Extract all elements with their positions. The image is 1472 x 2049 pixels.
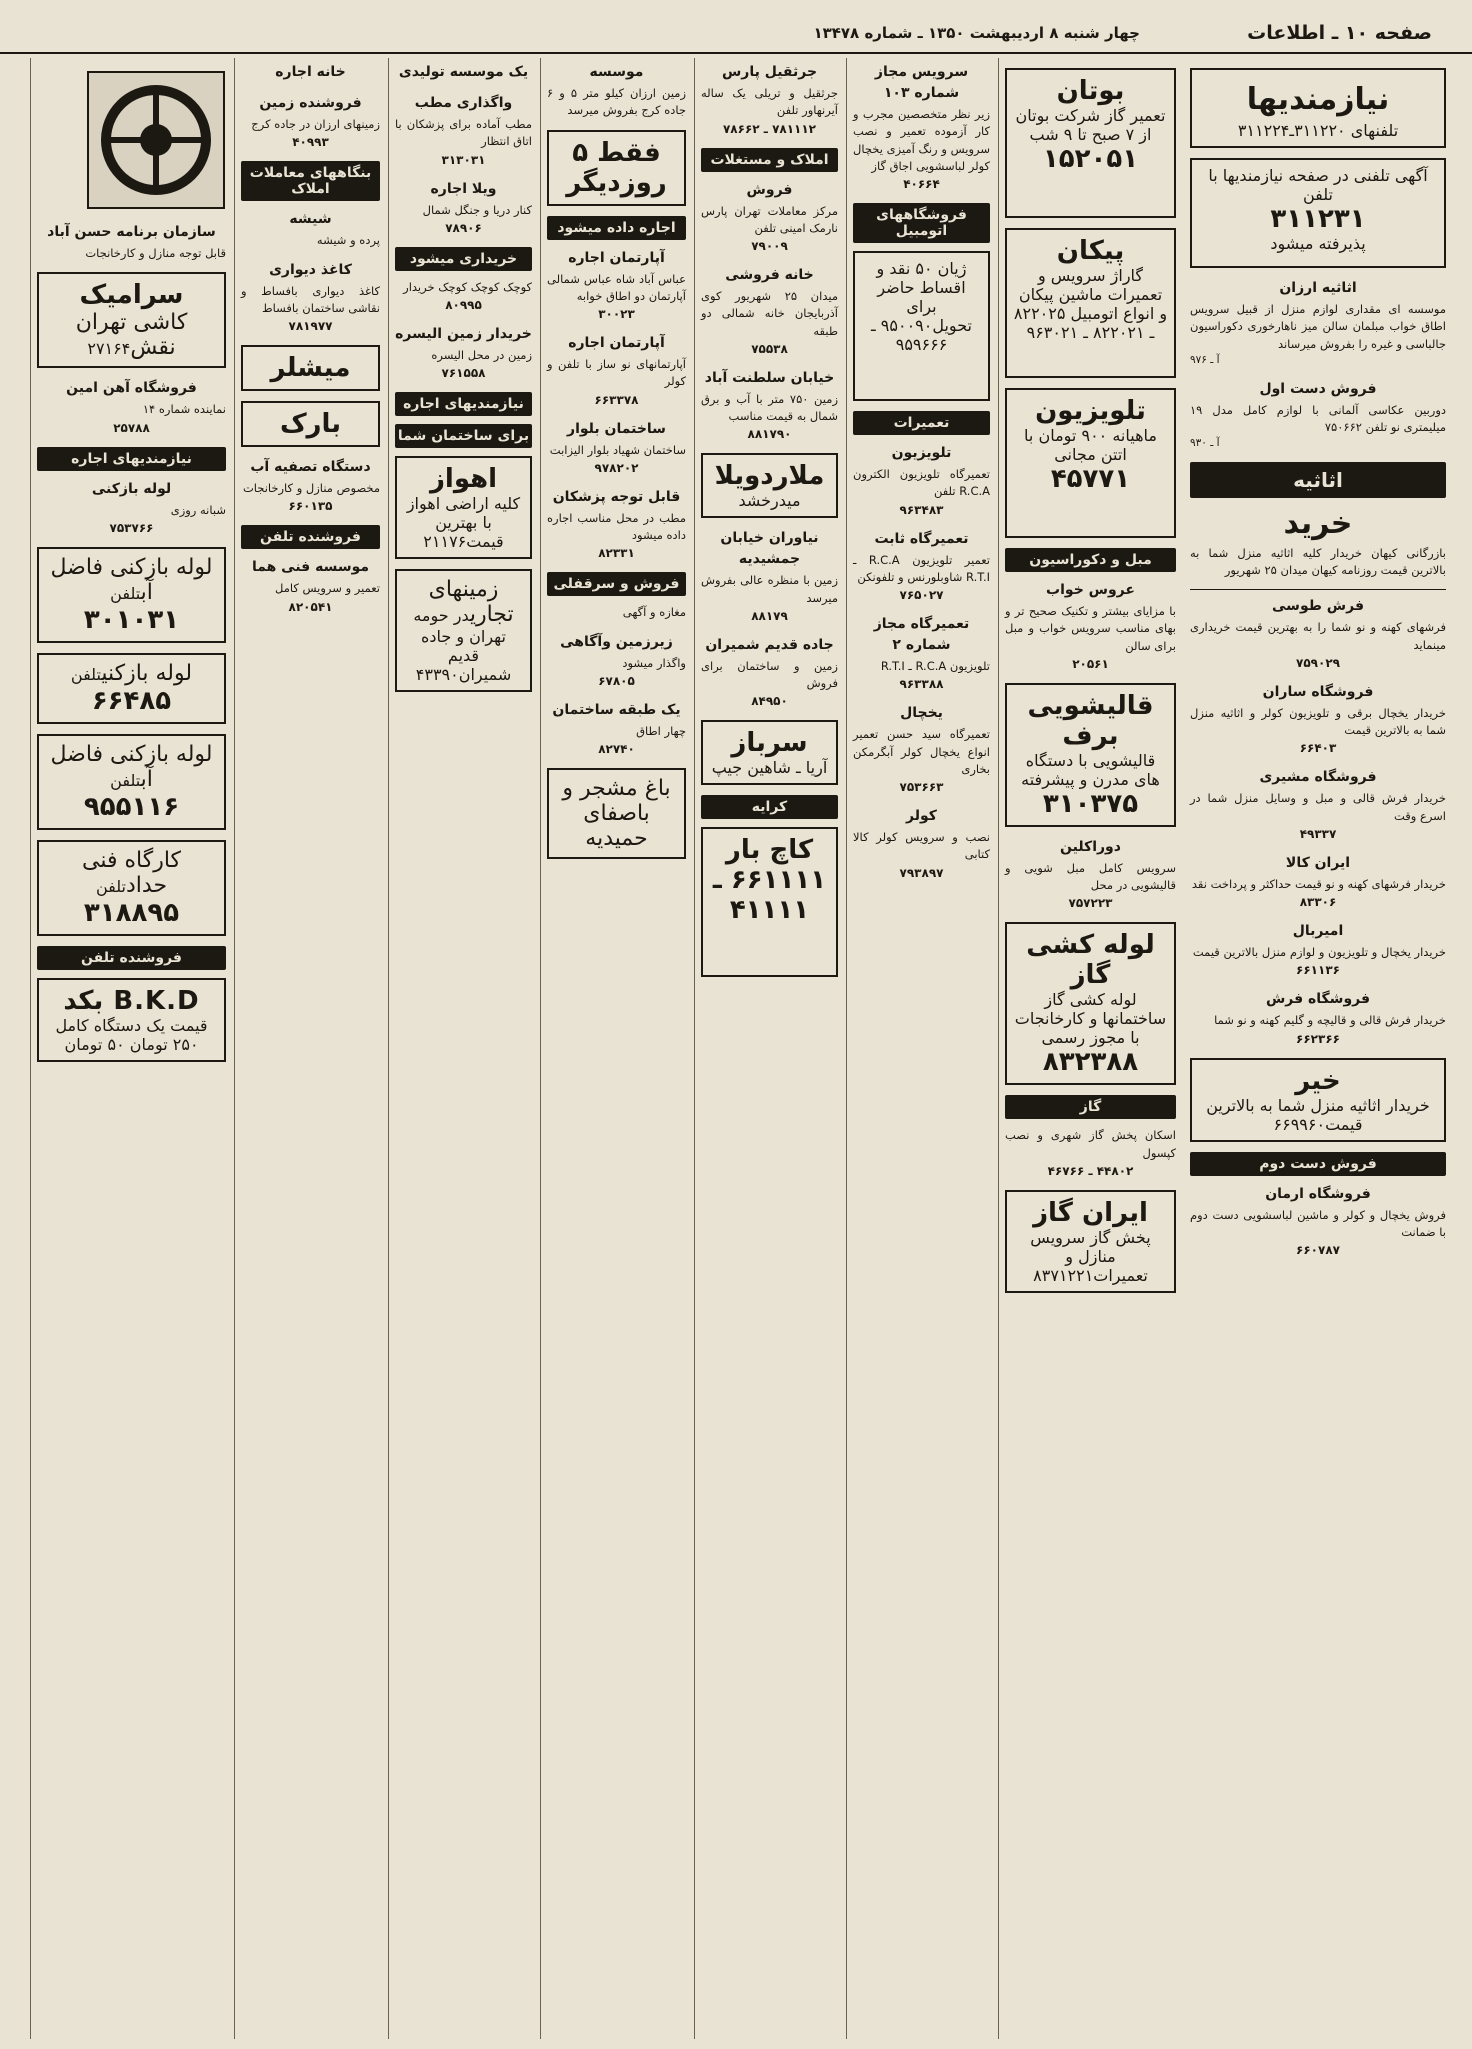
ad-block <box>701 62 838 138</box>
ad-heading: دستگاه تصفیه آب <box>250 459 371 475</box>
ad-heading: B.K.D بکد <box>63 985 200 1016</box>
ad-heading: تعمیرگاه ثابت <box>874 530 969 547</box>
ad-phone: ۷۶۵۰۲۷ <box>899 588 944 602</box>
ad-heading: خیابان سلطنت آباد <box>704 369 835 386</box>
ad-text: مرکز معاملات تهران پارس نارمک امینی تلفن <box>701 203 838 235</box>
ad-text: زمین ارزان کیلو متر ۵ و ۶ جاده کرج بفروش میرسد <box>547 86 686 118</box>
section-bar-furniture-deco: مبل و دکوراسیون <box>1005 548 1176 572</box>
ad-heading: نیاوران خیابان جمشیدیه <box>720 530 819 568</box>
ad-text: زمینهای ارزان در جاده کرج <box>251 117 380 131</box>
ad-phone: ۶۶۰۷۸۷ <box>1296 1243 1340 1257</box>
ad-phone: ۸۲۷۴۰ <box>598 742 635 756</box>
ad-block <box>701 368 838 444</box>
ad-phone: ۸۰۹۹۵ <box>445 298 482 312</box>
page-header <box>0 18 1472 54</box>
ad-phone: ۴۳۳۹۰ <box>415 665 459 685</box>
ad-heading: خیر <box>1295 1065 1341 1096</box>
ad-phone: ۴۰۹۹۳ <box>292 135 329 150</box>
five-days-ad <box>547 130 686 206</box>
peycan-phones: ۸۲۲۰۲۵ ـ ۸۲۲۰۲۱ ـ ۹۶۳۰۲۱ <box>1013 304 1155 342</box>
ad-text: بازرگانی کیهان خریدار کلیه اثاثیه منزل شما به بالاترین قیمت روزنامه کیهان میدان ۲۵ شهریور <box>1190 545 1446 577</box>
ad-text: زمین ۷۵۰ متر با آب و برق شمال به قیمت مناسب <box>701 391 838 423</box>
ad-block <box>395 324 532 382</box>
section-bar-phone-sellers: فروشنده تلفن <box>241 525 380 549</box>
butane-logo: بوتان <box>1056 76 1125 106</box>
ad-block <box>395 93 532 169</box>
wheel-logo-icon <box>86 70 226 210</box>
ad-phone: ۶۶۰۱۳۵ <box>288 499 333 514</box>
ad-heading: خانه اجاره <box>275 64 346 80</box>
ad-block <box>1005 580 1176 673</box>
ad-heading: لوله بازکنی <box>101 660 193 686</box>
ad-block <box>1190 545 1446 580</box>
ad-phone: ۳۰۰۲۳ <box>598 307 635 321</box>
ad-text: دوربین عکاسی آلمانی با لوازم کامل مدل ۱۹ میلیمتری نو تلفن ۷۵۰۶۶۲ <box>1190 402 1446 434</box>
ad-block <box>37 378 226 436</box>
ad-phone: ۸۸۱۷۹ <box>751 608 788 623</box>
ad-heading: دوراکلین <box>1060 838 1121 855</box>
irangas-ad <box>1005 1190 1176 1293</box>
peycan-text: گاراژ سرویس و تعمیرات ماشین پیکان و انواع اتومبیل <box>1018 266 1168 323</box>
section-bar-rental: کرایه <box>701 795 838 819</box>
ad-heading: عروس خواب <box>1046 582 1135 598</box>
ad-block <box>1190 767 1446 843</box>
ad-heading: سرباز <box>731 728 808 759</box>
ad-block <box>241 557 380 615</box>
ad-block <box>1005 1127 1176 1180</box>
ad-text: تعمیر تلویزیون R.C.A ـ R.T.I شاوبلورنس و تلفونکن <box>853 552 991 584</box>
ad-block <box>1190 278 1446 369</box>
ad-heading: فروشنده زمین <box>259 95 362 111</box>
section-bar-used: فروش دست دوم <box>1190 1152 1446 1176</box>
peycan-title: پیکان <box>1056 236 1125 266</box>
ad-heading: فروش <box>746 181 793 198</box>
phone-ad-box <box>1190 158 1446 268</box>
ad-phone: ۶۶۴۸۵ <box>91 685 172 716</box>
ad-text: میدان ۲۵ شهریور کوی آذربایجان خانه شمالی دو طبقه <box>701 289 838 338</box>
ad-block <box>547 333 686 409</box>
ad-text: کاشی تهران نقش <box>75 310 188 361</box>
kach-bar-ad <box>701 827 838 977</box>
ad-text: مخصوص منازل و کارخانجات <box>242 481 380 495</box>
ad-text: تعمیر و سرویس کامل <box>275 581 380 596</box>
ad-phone: ۸۸۱۷۹۰ <box>747 427 792 442</box>
ad-heading: فروشگاه آهن امین <box>66 380 197 397</box>
ad-text: خریدار فرش قالی و قالیچه و گلیم کهنه و نو شما <box>1214 1013 1446 1028</box>
ad-text: تلفن <box>110 770 141 790</box>
ad-heading: سازمان برنامه حسن آباد <box>47 224 216 240</box>
ad-text: خریدار فرش قالی و مبل و وسایل منزل شما در اسرع وقت <box>1190 791 1446 823</box>
ad-heading: فروشگاه ساران <box>1262 683 1374 700</box>
ad-text: ژیان ۵۰ نقد و اقساط حاضر برای تحویل <box>876 259 972 335</box>
kheyr-box <box>1190 1058 1446 1142</box>
ad-phone: ۳۰۱۰۳۱ <box>83 604 180 635</box>
banner-title: نیازمندیها <box>1246 82 1390 117</box>
ad-text: اسکان پخش گاز شهری و نصب کپسول <box>1005 1128 1176 1160</box>
issue-date: چهار شنبه ۸ اردیبهشت ۱۳۵۰ ـ شماره ۱۳۴۷۸ <box>813 24 1140 42</box>
ad-text: قالیشویی با دستگاه های مدرن و پیشرفته <box>1021 750 1160 789</box>
ad-block <box>37 222 226 262</box>
ad-phone: ۷۸۱۹۷۷ <box>288 319 333 333</box>
ad-block <box>701 265 838 358</box>
ad-phone: ۸۴۹۵۰ <box>751 694 788 709</box>
ad-text: فروش یخچال و کولر و ماشین لباسشویی دست دوم با ضمانت <box>1190 1207 1446 1239</box>
buy-title: خرید <box>1283 505 1353 541</box>
ad-phone: ۶۶۲۳۶۶ <box>1296 1031 1340 1046</box>
ad-heading: لوله بازکنی فاضل آب <box>50 554 213 605</box>
ad-block <box>241 260 380 336</box>
ad-text: تلفن <box>95 876 126 896</box>
ad-ref: آ ـ ۹۷۶ <box>1190 353 1220 366</box>
ad-heading: آپارتمان اجاره <box>568 335 665 351</box>
column-6 <box>388 58 538 2039</box>
ad-block <box>241 93 380 151</box>
ad-text: تلویزیون R.C.A ـ R.T.I <box>880 659 990 673</box>
ad-phone: ۷۶۱۵۵۸ <box>441 366 486 381</box>
hamidieh-garden-ad <box>547 768 686 859</box>
tv-title: تلویزیون <box>1035 396 1146 426</box>
ad-text: در حومه تهران و جاده قدیم شمیران <box>413 606 512 685</box>
ad-phone: ۳۱۰۳۷۵ <box>1042 788 1139 819</box>
ad-phone: ۲۱۱۷۶ <box>423 532 467 552</box>
ad-text: خریدار اثاثیه منزل شما به بالاترین قیمت <box>1206 1095 1430 1134</box>
ad-heading: بارک <box>279 409 342 439</box>
ad-text: تلفن <box>70 664 102 684</box>
ad-heading: زمینهای تجاری <box>428 577 514 628</box>
ad-text: با مزایای بیشتر و تکنیک صحیح تر و بهای مناسب سرویس خواب و مبل برای سالن <box>1005 604 1176 653</box>
ad-text: مطب آماده برای پزشکان با اتاق انتظار <box>395 117 532 149</box>
phone-box-number: ۳۱۱۲۳۱ <box>1270 204 1366 234</box>
ad-block <box>1190 682 1446 758</box>
tv-text: ماهیانه ۹۰۰ تومان با اتتن مجانی <box>1024 426 1157 464</box>
ad-phone: ۹۷۸۲۰۲ <box>594 460 639 475</box>
ad-block <box>547 487 686 563</box>
ad-block <box>853 443 990 519</box>
ad-block <box>1190 853 1446 911</box>
ad-block <box>241 457 380 515</box>
ad-text: زمین با منظره عالی بفروش میرسد <box>701 573 838 605</box>
ad-phone: ۶۶۹۹۶۰ <box>1273 1114 1326 1134</box>
ad-heading: خریدار زمین الیسره <box>395 326 532 342</box>
ad-block <box>37 479 226 537</box>
sarbaz-ad <box>701 720 838 785</box>
ad-block <box>853 62 990 193</box>
ad-heading: ایران کالا <box>1285 854 1351 871</box>
ad-phone: ۳۱۸۸۹۵ <box>83 897 180 928</box>
section-bar-real-estate: املاک و مستغلات <box>701 148 838 172</box>
ad-text: پخش گاز سرویس منازل و تعمیرات <box>1030 1227 1151 1285</box>
haddad-workshop-ad <box>37 840 226 936</box>
ad-phone: ۹۶۳۴۸۳ <box>899 502 944 517</box>
ad-heading: واگذاری مطب <box>414 95 513 111</box>
ad-text: قیمت یک دستگاه کامل ۲۵۰ تومان ۵۰ تومان <box>55 1015 208 1054</box>
tv-phone: ۴۵۷۷۱ <box>1050 464 1131 494</box>
ad-phone: ۶۶۳۳۷۸ <box>594 392 639 407</box>
ad-heading: یک طبقه ساختمان <box>552 701 681 718</box>
ad-block <box>853 614 990 693</box>
ad-text: نماینده شماره ۱۴ <box>142 402 226 417</box>
ad-text: آپارتمانهای نو ساز با تلفن و کولر <box>547 357 686 389</box>
ad-heading: آپارتمان اجاره <box>568 249 665 266</box>
ad-heading: خانه فروشی <box>725 267 814 283</box>
ad-heading: زیرزمین وآگاهی <box>560 633 673 650</box>
ad-block <box>395 279 532 314</box>
ad-phone: ۹۵۵۱۱۶ <box>83 791 180 822</box>
ad-heading: تلویزیون <box>891 445 952 461</box>
ad-block <box>547 700 686 758</box>
ad-block <box>547 248 686 324</box>
ad-text: زمین در محل الیسره <box>431 348 532 362</box>
ad-phone: ۸۲۰۵۴۱ <box>288 599 333 614</box>
ad-heading: یک موسسه تولیدی <box>398 64 529 80</box>
ad-text: زمین و ساختمان برای فروش <box>701 658 838 690</box>
phone-box-text: آگهی تلفنی در صفحه نیازمندیها با تلفن <box>1208 166 1428 204</box>
ad-heading: فروشگاه ارمان <box>1265 1185 1371 1202</box>
ad-phone: ۴۰۶۶۴ <box>903 177 940 191</box>
banner-phones: تلفنهای ۳۱۱۲۲۰ـ۳۱۱۲۲۴ <box>1237 121 1399 140</box>
ad-heading: فروشگاه مشیری <box>1259 769 1377 786</box>
ad-heading: فقط ۵ روزدیگر <box>566 137 667 198</box>
ad-heading: کاغذ دیواری <box>269 261 352 278</box>
ad-block <box>241 62 380 83</box>
bkd-ad <box>37 978 226 1062</box>
ad-phone: ۷۸۱۱۱۲ ـ ۷۸۶۶۲ <box>722 121 817 136</box>
ad-phone: ۸۲۳۳۱ <box>598 546 635 561</box>
ad-text: خریدار یخچال برقی و تلویزیون کولر و اثاثیه منزل شما به بالاترین قیمت <box>1190 705 1446 737</box>
ad-phone: ۲۷۱۶۴ <box>87 339 131 359</box>
bark-ad <box>241 401 380 447</box>
ad-text: فرشهای کهنه و نو شما را به بهترین قیمت خریداری مینماید <box>1190 620 1446 652</box>
ad-phone: ۹۵۰۰۹۰ ـ ۹۵۹۶۶۶ <box>871 316 948 354</box>
section-bar-phone-sellers: فروشنده تلفن <box>37 946 226 970</box>
ad-phone: ۷۵۷۲۲۳ <box>1068 896 1113 911</box>
ad-block <box>395 179 532 237</box>
ad-heading: شیشه <box>289 211 332 228</box>
ad-phone: ۴۹۳۳۷ <box>1299 826 1337 841</box>
ad-text: واگذار میشود <box>622 655 686 670</box>
ad-heading: فروش دست اول <box>1259 380 1377 397</box>
ad-phone: ۷۵۳۶۶۳ <box>899 780 944 794</box>
ad-text: میدرخشد <box>738 491 801 511</box>
ad-text: عباس آباد شاه عباس شمالی آپارتمان دو اطاق خوابه <box>547 271 686 303</box>
section-bar-agencies: بنگاههای معاملات املاک <box>241 161 380 201</box>
column-8 <box>30 58 232 2039</box>
ad-text: سرویس کامل مبل شویی و قالیشویی در محل <box>1005 860 1176 892</box>
ad-heading: یخچال <box>900 705 943 722</box>
divider <box>1190 589 1446 590</box>
column-1 <box>1184 58 1452 2039</box>
ad-heading: لوله بازکنی <box>91 480 172 497</box>
ad-heading: موسسه <box>589 64 644 80</box>
section-bar-for-rent: اجاره داده میشود <box>547 216 686 240</box>
column-5 <box>540 58 692 2039</box>
ad-block <box>547 632 686 690</box>
ad-phone: ۷۵۵۳۸ <box>751 341 788 356</box>
section-bar-rent-needs: نیازمندیهای اجاره <box>395 392 532 416</box>
ad-heading: ملاردویلا <box>714 461 825 492</box>
commercial-land-ad <box>395 569 532 692</box>
ad-phone: ۷۵۹۰۲۹ <box>1296 655 1340 670</box>
ad-block <box>1190 989 1446 1047</box>
section-bar-rent-needs: نیازمندیهای اجاره <box>37 447 226 471</box>
ad-block <box>547 419 686 477</box>
ad-phone: ۷۵۳۷۶۶ <box>109 520 154 535</box>
ad-heading: اهواز <box>429 464 498 495</box>
gas-pipe-ad <box>1005 922 1176 1085</box>
ad-phone: ۲۵۷۸۸ <box>113 420 150 435</box>
ad-text: ساختمان شهیاد بلوار الیزابت <box>549 442 686 457</box>
ad-phone: ۴۴۸۰۲ ـ ۴۶۷۶۶ <box>1047 1163 1134 1178</box>
plumbing-ad <box>37 653 226 724</box>
ahvaz-ad <box>395 456 532 559</box>
ad-heading: میشلر <box>270 353 351 383</box>
ad-heading: قابل توجه پزشکان <box>552 488 681 505</box>
ad-phone: ۷۹۰۰۹ <box>751 239 788 253</box>
mallard-villa-ad <box>701 453 838 518</box>
ad-heading: امیربال <box>1292 923 1344 939</box>
ad-text: موسسه ای مقداری لوازم منزل از قبیل سرویس اطاق خواب مبلمان سالن میز ناهارخوری دکوراسیون جالباسی و غیره را بفروش میرساند <box>1190 302 1446 351</box>
ad-phone: ۷۸۹۰۶ <box>445 220 482 235</box>
ad-phone: ۶۶۴۰۳ <box>1299 741 1337 756</box>
ad-phone: ۸۳۲۳۸۸ <box>1042 1047 1139 1078</box>
column-4 <box>694 58 844 2039</box>
ad-block <box>1190 379 1446 452</box>
ad-text: تلفن <box>110 583 141 603</box>
section-bar-repairs: تعمیرات <box>853 411 990 435</box>
ad-text: کلیه اراضی اهواز با بهترین قیمت <box>406 494 521 552</box>
phone-box-note: پذیرفته میشود <box>1270 234 1366 253</box>
ad-heading: جاده قدیم شمیران <box>705 636 834 653</box>
ad-text: چهار اطاق <box>636 723 686 738</box>
ad-text: مغازه و آگهی <box>622 605 686 620</box>
ad-heading: تعمیرگاه مجاز شماره ۲ <box>873 616 970 653</box>
ad-block <box>1005 837 1176 913</box>
ad-block <box>853 703 990 796</box>
ad-block <box>241 209 380 249</box>
ad-heading: فرش طوسی <box>1272 598 1364 615</box>
ad-phone: ۸۳۳۰۶ <box>1299 895 1337 909</box>
ad-heading: کولر <box>906 808 937 824</box>
ad-text: تعمیرگاه تلویزیون الکترون R.C.A تلفن <box>853 467 990 499</box>
ad-text: کاغذ دیواری بافساط و نقاشی ساختمان بافساط <box>241 283 380 315</box>
peycan-ad <box>1005 228 1176 378</box>
ad-block <box>701 528 838 625</box>
ad-heading: لوله کشی گاز <box>1026 930 1155 991</box>
jian-car-ad <box>853 251 990 401</box>
ad-phone: ۷۹۳۸۹۷ <box>899 865 944 880</box>
ad-block <box>701 180 838 256</box>
ad-heading: ایران گاز <box>1033 1197 1148 1228</box>
ad-heading: لوله بازکنی فاضل آب <box>50 741 213 792</box>
ad-block <box>1190 596 1446 672</box>
ad-phone: ۶۶۱۱۳۶ <box>1296 963 1340 978</box>
ad-text: کنار دریا و جنگل شمال <box>422 202 532 217</box>
ad-heading: سرامیک <box>79 280 184 311</box>
ad-phone: ۶۶۱۱۱۱ ـ ۴۱۱۱۱ <box>712 865 827 926</box>
ad-phone: ۶۷۸۰۵ <box>598 673 635 688</box>
ad-text: پرده و شیشه <box>316 233 380 248</box>
ad-text: قابل توجه منازل و کارخانجات <box>85 246 226 260</box>
section-bar-car-shops: فروشگاههای اتومبیل <box>853 203 990 243</box>
ad-text: نصب و سرویس کولر کالا کتابی <box>853 830 990 862</box>
ad-text: زیر نظر متخصصین مجرب و کار آزموده تعمیر و نصب سرویس و رنگ آمیزی یخچال کولر لباسشویی اجاق گاز <box>853 107 990 173</box>
ad-text: خریدار فرشهای کهنه و نو قیمت حداکثر و پرداخت نقد <box>1191 876 1446 891</box>
ad-heading: ساختمان بلوار <box>567 420 666 437</box>
ad-block <box>701 635 838 711</box>
ad-text: آریا ـ شاهین جیپ <box>711 758 828 778</box>
ad-phone: ۲۰۵۶۱ <box>1072 656 1109 671</box>
ad-heading: سرویس مجاز شماره ۱۰۳ <box>874 64 969 101</box>
carpet-wash-ad <box>1005 683 1176 827</box>
ad-block <box>547 604 686 621</box>
ad-block <box>395 62 532 83</box>
ceramic-ad <box>37 272 226 368</box>
butane-phone: ۱۵۲۰۵۱ <box>1042 144 1139 174</box>
ad-block <box>1190 921 1446 979</box>
plumbing-ad <box>37 734 226 830</box>
ad-block <box>853 529 990 605</box>
ad-text: شبانه روزی <box>170 502 226 517</box>
plumbing-ad <box>37 547 226 643</box>
butane-caption: تعمیر گاز شرکت بوتان از ۷ صبح تا ۹ شب <box>1015 106 1166 144</box>
ad-phone: ۳۱۳۰۳۱ <box>441 152 486 167</box>
section-bar-wanted: خریداری میشود <box>395 247 532 271</box>
ad-block <box>547 62 686 120</box>
ad-text: خریدار یخچال و تلویزیون و لوازم منزل بالاترین قیمت <box>1192 945 1446 959</box>
page-number: صفحه ۱۰ ـ اطلاعات <box>1247 22 1432 44</box>
tv-ad <box>1005 388 1176 538</box>
ad-heading: موسسه فنی هما <box>251 559 370 576</box>
ad-heading: کاچ بار <box>725 835 814 866</box>
ad-phone: ۹۶۳۳۸۸ <box>899 677 944 692</box>
ad-text: تعمیرگاه سید حسن تعمیر انواع یخچال کولر آبگرمکن بخاری <box>853 727 990 776</box>
ad-text: کوچک کوچک کوچک خریدار <box>403 279 532 294</box>
butane-ad <box>1005 68 1176 218</box>
classifieds-banner <box>1190 68 1446 148</box>
ad-heading: اثاثیه ارزان <box>1279 280 1357 296</box>
section-bar-goodwill: فروش و سرقفلی <box>547 572 686 596</box>
ad-block <box>1190 1184 1446 1260</box>
ad-phone: ۸۳۷۱۲۲۱ <box>1033 1265 1094 1285</box>
ad-ref: آ ـ ۹۳۰ <box>1190 437 1220 449</box>
ad-heading: قالیشویی برف <box>1027 690 1154 751</box>
section-bar-building: برای ساختمان شما <box>395 424 532 448</box>
column-7 <box>234 58 386 2039</box>
ad-heading: کارگاه فنی حداد <box>82 847 181 898</box>
ad-heading: ویلا اجاره <box>430 180 497 197</box>
column-3 <box>846 58 996 2039</box>
column-2 <box>998 58 1182 2039</box>
ad-heading: جرثقیل پارس <box>721 64 818 80</box>
ad-block <box>853 806 990 882</box>
ad-heading: فروشگاه فرش <box>1265 991 1371 1008</box>
mischler-ad <box>241 345 380 391</box>
section-bar-furniture: اثاثیه <box>1190 462 1446 498</box>
ad-text: جرثقیل و تریلی یک ساله آیرنهاور تلفن <box>701 86 838 118</box>
ad-text: مطب در محل مناسب اجاره داده میشود <box>547 510 686 542</box>
ad-text: لوله کشی گاز ساختمانها و کارخانجات با مجوز رسمی <box>1014 990 1167 1048</box>
ad-heading: باغ مشجر و باصفای حمیدیه <box>562 776 671 851</box>
section-bar-gas: گاز <box>1005 1095 1176 1119</box>
